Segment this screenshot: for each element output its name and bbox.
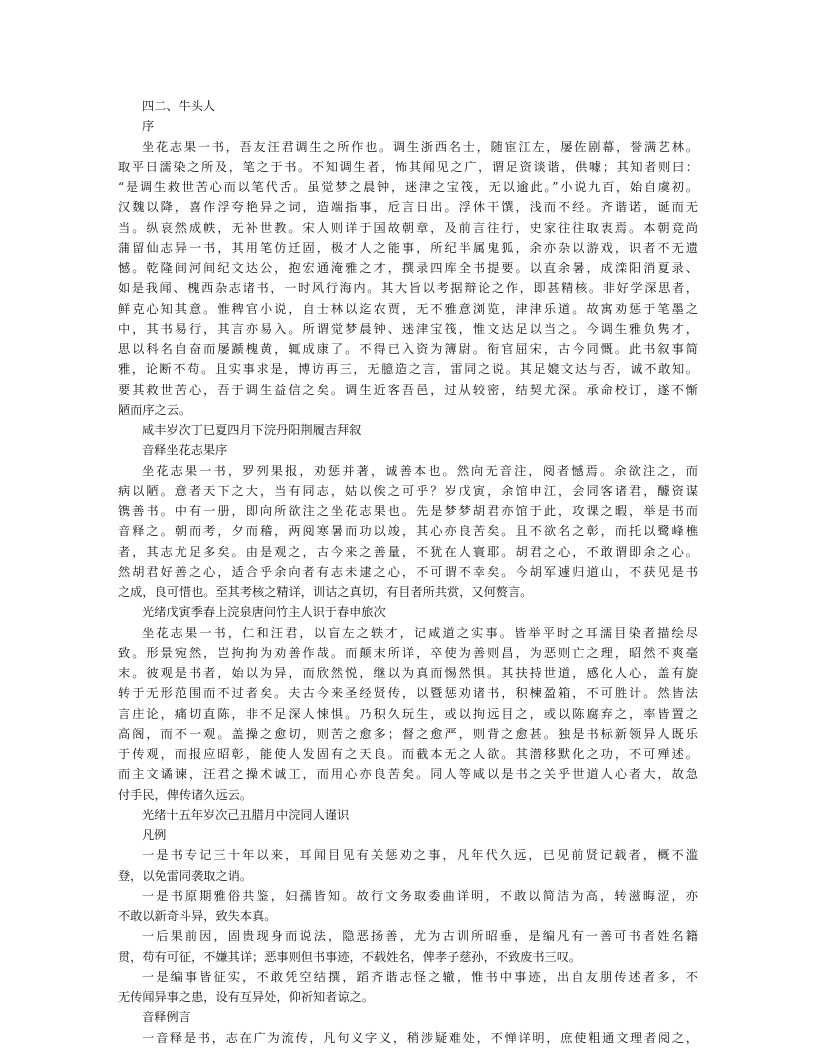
text-line: 镌善书。中有一册，即向所欲注之坐花志果也。先是梦梦胡君亦馆于此，攻课之暇，举是书而: [118, 504, 698, 518]
text-line: 末。彼观是书者，始以为异，而欣然悦，继以为真而惕然惧。其扶持世道，感化人心，盖有旋: [118, 666, 698, 680]
section-heading: 咸丰岁次丁巳夏四月下浣丹阳荆履吉拜叙: [142, 423, 362, 437]
paragraph-last-line: 不敢以新奇斗异，致失本真。: [118, 909, 277, 923]
text-line: 思以科名自奋而屡踬槐黄，辄成康了。不得已入资为簿尉。衔官屈宋，古今同慨。此书叙事简: [118, 342, 698, 356]
paragraph-last-line: 之成，良可惜也。至其考核之精详，训诂之真切，有目者所共赏，又何赘言。: [118, 585, 533, 599]
document-body: [118, 96, 698, 1048]
text-line: 病以陋。意者天下之大，当有同志，姑以俟之可乎？岁戊寅，余馆申江，会同客诸君，醵资谋: [118, 483, 698, 498]
paragraph-first-line: 坐花志果一书，吾友汪君调生之所作也。调生浙西名士，随宦江左，屡佐剧幕，誉满艺林。: [142, 139, 698, 154]
text-line: 汉魏以降，喜作浮夸艳异之词，造端指事，卮言日出。浮休干馔，浅而不经。齐谐诺，诞而无: [118, 200, 698, 215]
paragraph-first-line: 坐花志果一书，罗列果报，劝惩并著，诚善本也。然向无音注，阅者憾焉。余欲注之，而: [142, 463, 698, 478]
text-line: “是调生救世苦心而以笔代舌。虽觉梦之晨钟，迷津之宝筏，无以逾此。”小说九百，始自虞初。: [118, 180, 698, 194]
section-heading: 序: [142, 119, 155, 134]
paragraph-last-line: 无传闻异事之患，设有互异处，仰祈知者谅之。: [118, 990, 374, 1004]
text-line: 者，其志尤足多矣。由是观之，古今来之善量，不犹在人寰耶。胡君之心，不敢谓即余之心。: [118, 544, 698, 559]
paragraph-last-line: 贯，苟有可征，不嫌其详；恶事则但书事迹，不载姓名，俾孝子慈孙，不致废书三叹。: [118, 949, 582, 964]
paragraph-first-line: 坐花志果一书，仁和汪君，以盲左之轶才，记咸道之实事。皆举平时之耳濡目染者描绘尽: [142, 625, 698, 640]
paragraph-first-line: 一是编事皆征实，不敢凭空结撰，蹈齐谐志怪之辙，惟书中事迹，出自友朋传述者多，不: [142, 969, 698, 984]
text-line: 鲜克心知其意。惟稗官小说，自士林以迄农贾，无不雅意浏览，津津乐道。故寓劝惩于笔墨之: [118, 301, 698, 316]
paragraph-last-line: 陋而序之云。: [118, 402, 192, 417]
section-heading: 音释例言: [142, 1010, 191, 1025]
paragraph-first-line: 一后果前因，固贵现身而说法，隐恶扬善，尤为古训所昭垂，是编凡有一善可书者姓名籍: [142, 929, 698, 944]
paragraph-last-line: 付手民，俾传诸久远云。: [118, 787, 253, 802]
text-line: 憾。乾隆间河间纪文达公，抱宏通淹雅之才，撰录四库全书提要。以直余暑，成滦阳消夏录、: [118, 261, 698, 275]
chapter-title: 四二、牛头人: [142, 99, 216, 113]
text-line: 取平日濡染之所及，笔之于书。不知调生者，怖其闻见之广，谓足资谈谐，供噱；其知者则曰：: [118, 159, 698, 174]
paragraph-first-line: 一音释是书，志在广为流传，凡句义字义，稍涉疑难处，不惮详明，庶使粗通文理者阅之，: [142, 1030, 698, 1045]
text-line: 雅，论断不苟。且实事求是，博访再三，无臆造之言，雷同之说。其足媲文达与否，诚不敢知。: [118, 362, 698, 377]
paragraph-last-line: 登，以免雷同袭取之诮。: [118, 868, 253, 883]
text-line: 言庄论，痛切直陈，非不足深人悚惧。乃积久玩生，或以拘远目之，或以陈腐弃之，率皆置之: [118, 706, 698, 721]
text-line: 然胡君好善之心，适合乎余向者有志未逮之心，不可谓不幸矣。今胡军遽归道山，不获见是书: [118, 564, 698, 579]
section-heading: 光绪戊寅季春上浣泉唐问竹主人识于春申旅次: [142, 605, 386, 620]
text-line: 高阁，而不一观。盖操之愈切，则苦之愈多；督之愈严，则背之愈甚。独是书标新领异人既乐: [118, 726, 698, 741]
text-line: 转于无形范围而不过者矣。夫古今来圣经贤传，以暨惩劝诸书，积楝盈箱，不可胜计。然皆法: [118, 686, 698, 701]
section-heading: 凡例: [142, 828, 167, 842]
text-line: 当。纵哀然成帙，无补世教。宋人则详于国故朝章，及前言往行，史家往往取衷焉。本朝竞尚: [118, 220, 698, 235]
text-line: 如是我闻、槐西杂志诸书，一时风行海内。其大旨以考据辩论之作，即甚精核。非好学深思者，: [118, 281, 698, 296]
section-heading: 音释坐花志果序: [142, 443, 228, 458]
text-line: 蒲留仙志异一书，其用笔仿迁固，极才人之能事，所纪半属鬼狐，余亦杂以游戏，识者不无遗: [118, 240, 698, 255]
text-line: 而主文谲谏，汪君之操术诚工，而用心亦良苦矣。同人等咸以是书之关乎世道人心者大，故急: [118, 767, 698, 782]
section-heading: 光绪十五年岁次己丑腊月中浣同人谨识: [142, 807, 350, 822]
text-line: 要其救世苦心，吾于调生益信之矣。调生近客吾邑，过从较密，结契尤深。承命校订，遂不惭: [118, 382, 698, 397]
text-line: 致。形景宛然，岂拘拘为劝善作哉。而颠末所详，卒使为善则昌，为恶则亡之理，昭然不爽毫: [118, 645, 698, 660]
paragraph-first-line: 一是书专记三十年以来，耳闻目见有关惩劝之事，凡年代久远，已见前贤记载者，概不滥: [142, 848, 698, 863]
text-line: 音释之。朝而考，夕而稽，两阅寒暑而功以竣，其心亦良苦矣。且不欲名之彰，而托以鹭峰樵: [118, 524, 698, 539]
text-line: 于传观，而报应昭彰，能使人发固有之天良。而截本无之人欲。其潜移默化之功，不可殚述。: [118, 747, 698, 761]
paragraph-first-line: 一是书原期雅俗共鉴，妇孺皆知。故行文务取委曲详明，不敢以简洁为高，转滋晦涩，亦: [142, 888, 698, 903]
text-line: 中，其书易行，其言亦易入。所谓觉梦晨钟、迷津宝筏，惟文达足以当之。今调生雅负隽才，: [118, 321, 698, 336]
